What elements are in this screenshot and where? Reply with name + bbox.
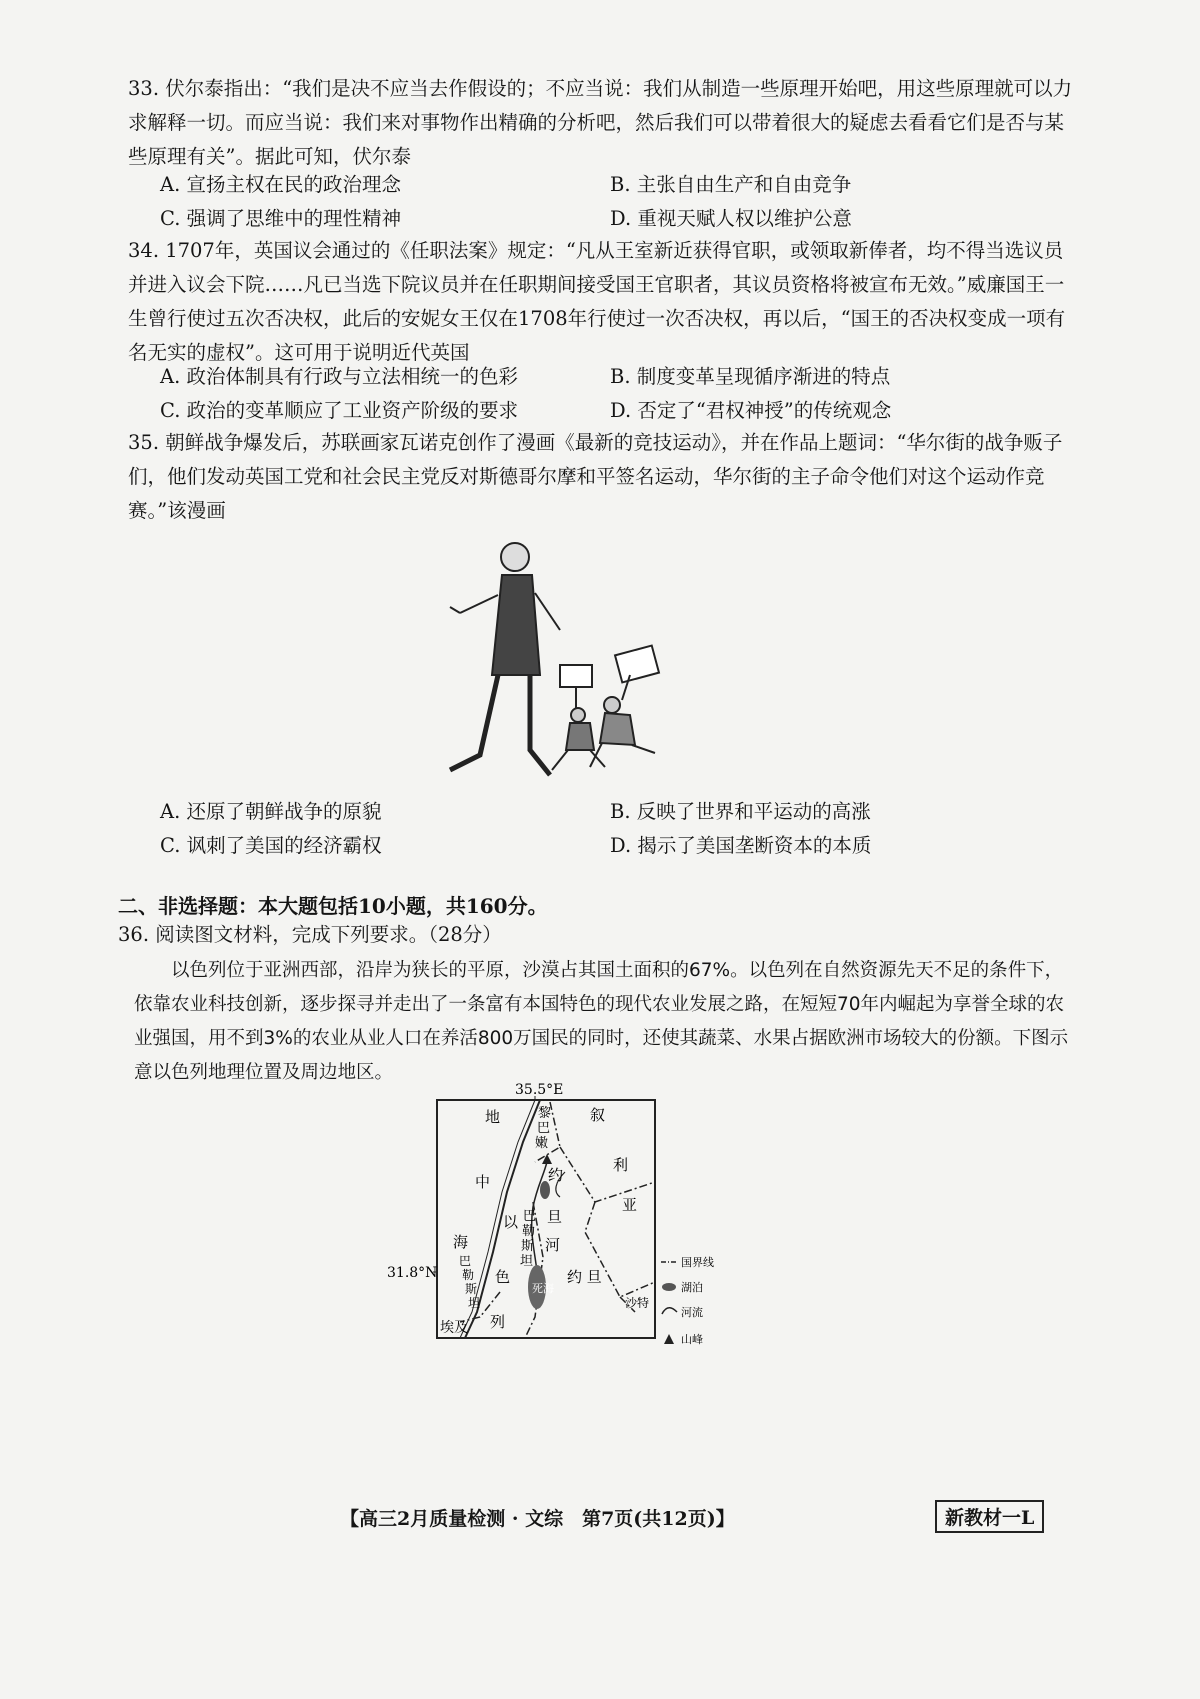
- jordan-river-char-2: 旦: [547, 1208, 563, 1226]
- saudi-label: 沙特: [625, 1296, 650, 1310]
- edition-tag: 新教材一L: [935, 1500, 1044, 1533]
- option-c: C. 政治的变革顺应了工业资产阶级的要求: [160, 399, 519, 422]
- egypt-label: 埃及: [440, 1320, 468, 1336]
- sea-char-3: 海: [453, 1233, 469, 1251]
- jordan-river-char-3: 河: [545, 1236, 561, 1254]
- palestine-gaza-char-1: 巴: [459, 1254, 472, 1268]
- question-34-stem: 34. 1707年，英国议会通过的《任职法案》规定：“凡从王室新近获得官职，或领取新俸者，均不得当选议员并进入议会下院……凡已当选下院议员并在任职期间接受国王官职者，其议员资格将被宣布无效。”威廉国王一生曾行使过五次否决权，此后的安妮女王仅在1708年行使过一次否决权，再以后，“国王的否决权变成一项有名无实的虚权”。这可用于说明近代英国: [128, 239, 1066, 364]
- longitude-label: 35.5°E: [515, 1082, 564, 1098]
- question-34: [128, 234, 1078, 370]
- syria-char-1: 叙: [590, 1106, 606, 1124]
- sea-char-1: 地: [485, 1108, 501, 1126]
- small-figure-right: [590, 646, 659, 767]
- legend-peak: 山峰: [681, 1333, 703, 1346]
- legend-lake: 湖泊: [681, 1281, 703, 1294]
- section-heading: 二、非选择题：本大题包括10小题，共160分。: [118, 894, 548, 918]
- question-34-options: [160, 360, 1060, 428]
- syria-char-3: 亚: [622, 1196, 638, 1214]
- palestine-west-char-2: 勒: [522, 1224, 536, 1239]
- question-35: [128, 426, 1078, 528]
- page-footer: 【高三2月质量检测 · 文综 第7页(共12页)】: [340, 1508, 735, 1530]
- lebanon-char-3: 嫩: [535, 1136, 549, 1151]
- map-legend: [661, 1255, 714, 1346]
- question-36-stem: 36. 阅读图文材料，完成下列要求。（28分）: [118, 923, 502, 946]
- option-c: C. 强调了思维中的理性精神: [160, 207, 402, 230]
- option-b: B. 主张自由生产和自由竞争: [610, 173, 852, 196]
- option-a: A. 还原了朝鲜战争的原貌: [160, 800, 382, 823]
- material-paragraph: 以色列位于亚洲西部，沿岸为狭长的平原，沙漠占其国土面积的67%。以色列在自然资源先天不足的条件下，依靠农业科技创新，逐步探寻并走出了一条富有本国特色的现代农业发展之路，在短短70年内崛起为享誉全球的农业强国，用不到3%的农业从业人口在养活800万国民的同时，还使其蔬菜、水果占据欧洲市场较大的份额。下图示意以色列地理位置及周边地区。: [134, 960, 1069, 1083]
- option-b: B. 制度变革呈现循序渐进的特点: [610, 365, 891, 388]
- question-35-stem: 35. 朝鲜战争爆发后，苏联画家瓦诺克创作了漫画《最新的竞技运动》，并在作品上题词：“华尔街的战争贩子们，他们发动英国工党和社会民主党反对斯德哥尔摩和平签名运动，华尔街的主子命令他们对这个运动作竞赛。”该漫画: [128, 431, 1063, 522]
- israel-map: [385, 1082, 725, 1357]
- map-labels: [440, 1106, 649, 1336]
- cartoon-illustration: [440, 535, 740, 815]
- legend-river: 河流: [681, 1306, 703, 1319]
- mountain-peak-icon: [542, 1154, 552, 1164]
- lebanon-char-2: 巴: [537, 1121, 551, 1136]
- palestine-gaza-char-4: 坦: [468, 1296, 481, 1310]
- dead-sea-label: 死海: [532, 1282, 554, 1295]
- option-a: A. 政治体制具有行政与立法相统一的色彩: [160, 365, 518, 388]
- question-35-options: [160, 795, 1060, 863]
- question-33: [128, 72, 1078, 174]
- palestine-west-char-3: 斯: [521, 1239, 535, 1254]
- israel-char-2: 色: [495, 1268, 511, 1286]
- palestine-west-char-4: 坦: [520, 1254, 534, 1269]
- palestine-gaza-char-2: 勒: [462, 1268, 475, 1282]
- palestine-gaza-char-3: 斯: [465, 1282, 478, 1296]
- question-36: [118, 918, 1068, 952]
- material-text: [134, 954, 1069, 1090]
- sea-char-2: 中: [475, 1173, 491, 1191]
- palestine-west-char-1: 巴: [523, 1209, 537, 1224]
- jordan-river-char-1: 约: [548, 1166, 564, 1184]
- option-d: D. 揭示了美国垄断资本的本质: [610, 834, 872, 857]
- question-33-stem: 33. 伏尔泰指出：“我们是决不应当去作假设的；不应当说：我们从制造一些原理开始吧，用这些原理就可以力求解释一切。而应当说：我们来对事物作出精确的分析吧，然后我们可以带着很大的疑虑去看看它们是否与某些原理有关”。据此可知，伏尔泰: [128, 77, 1073, 168]
- latitude-label: 31.8°N: [387, 1265, 438, 1281]
- israel-char-3: 列: [490, 1313, 506, 1331]
- option-c: C. 讽刺了美国的经济霸权: [160, 834, 382, 857]
- legend-border: 国界线: [681, 1256, 714, 1269]
- israel-char-1: 以: [503, 1213, 519, 1231]
- big-figure: [450, 543, 560, 775]
- option-d: D. 重视天赋人权以维护公意: [610, 207, 852, 230]
- option-b: B. 反映了世界和平运动的高涨: [610, 800, 871, 823]
- question-33-options: [160, 168, 1060, 236]
- option-a: A. 宣扬主权在民的政治理念: [160, 173, 401, 196]
- syria-char-2: 利: [613, 1156, 629, 1174]
- jordan-label: 约 旦: [567, 1268, 602, 1286]
- option-d: D. 否定了“君权神授”的传统观念: [610, 399, 892, 422]
- lebanon-char-1: 黎: [538, 1106, 552, 1121]
